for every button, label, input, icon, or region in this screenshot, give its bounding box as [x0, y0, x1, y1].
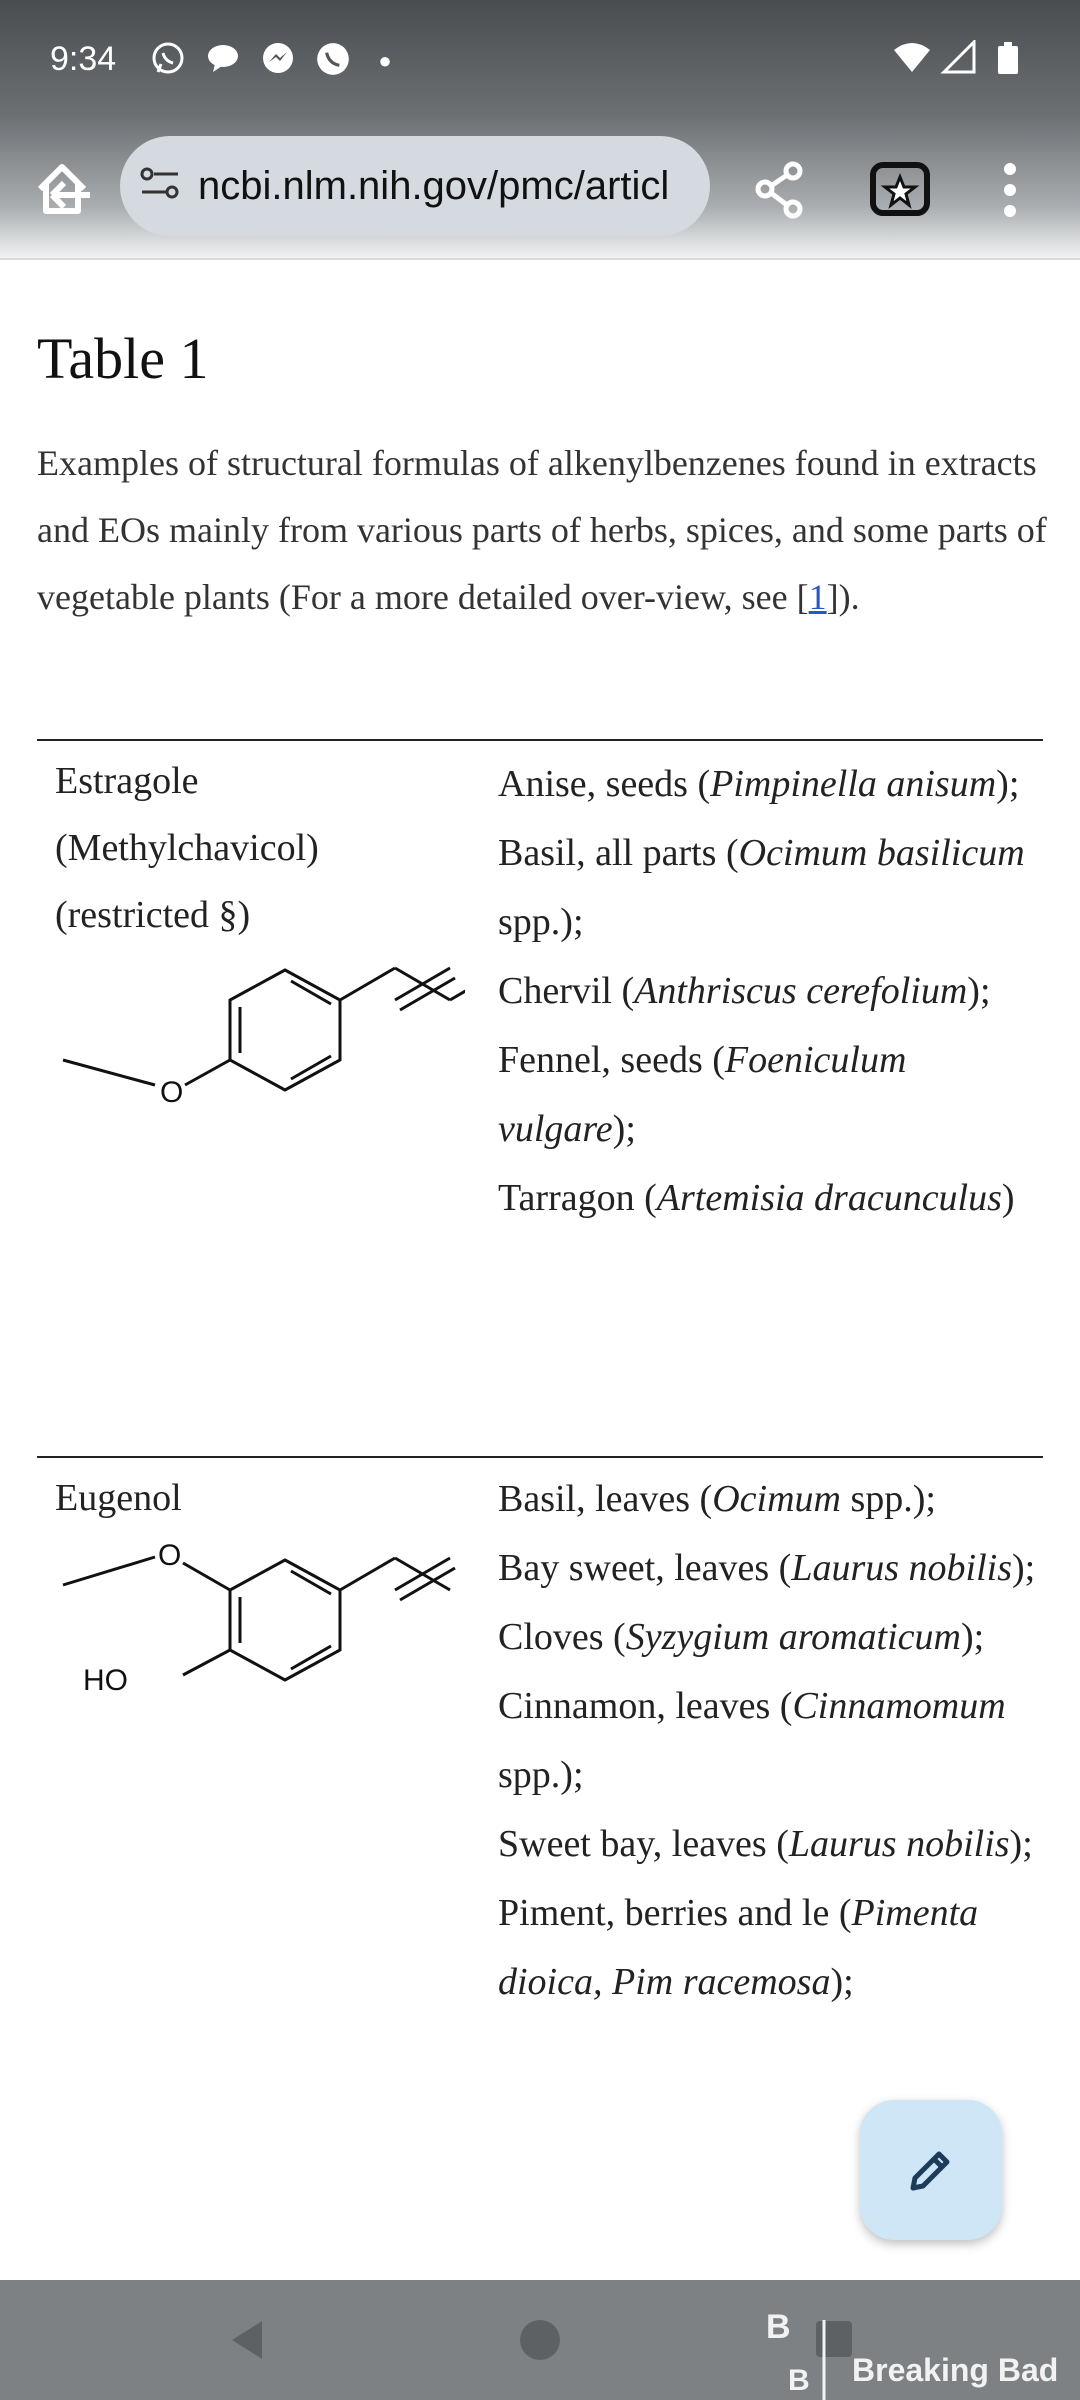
share-icon[interactable]: [745, 155, 815, 225]
whatsapp-icon: [148, 40, 188, 84]
source-item: Sweet bay, leaves (Laurus nobilis);: [498, 1823, 1033, 1865]
status-bar: [0, 0, 1080, 120]
allyl-double-bond: [330, 955, 460, 1015]
allyl-double-bond: [330, 1545, 460, 1605]
source-item: Anise, seeds (Pimpinella anisum);: [498, 763, 1020, 805]
address-bar[interactable]: [120, 136, 710, 236]
caption-end: ]).: [826, 577, 860, 617]
home-icon[interactable]: [30, 155, 100, 225]
signal-icon: [944, 42, 974, 72]
edit-fab-button[interactable]: [860, 2100, 1002, 2240]
bookmark-star-icon[interactable]: [865, 155, 935, 225]
source-item: Cloves (Syzygium aromaticum);: [498, 1616, 985, 1658]
sources-estragole: [498, 750, 1038, 1233]
reference-link[interactable]: 1: [808, 577, 827, 617]
nav-home-button[interactable]: [515, 2315, 565, 2370]
source-item: Piment, berries and le (Pimenta dioica, Pim racemosa);: [498, 1892, 979, 2003]
compound-name-eugenol: [55, 1465, 182, 1532]
oxygen-label: O: [160, 1076, 184, 1109]
caption-text: Examples of structural formulas of alkenylbenzenes found in extracts and EOs mainly from various parts of herbs, spices, and some parts of vegetable plants (For a more detailed over-view, see [: [37, 443, 1047, 617]
row-divider: [37, 1456, 1043, 1458]
source-item: Fennel, seeds (Foeniculum vulgare);: [498, 1039, 907, 1150]
table-title: Table 1: [37, 326, 209, 391]
watermark: [760, 2290, 1080, 2400]
compound-name-line: Eugenol: [55, 1477, 182, 1519]
oxygen-label: O: [158, 1539, 182, 1572]
compound-name-estragole: [55, 748, 319, 949]
svg-text:B: B: [766, 2308, 791, 2346]
wifi-icon: [894, 43, 930, 72]
breaking-bad-logo: [760, 2290, 830, 2400]
nav-back-button[interactable]: [222, 2315, 272, 2370]
table-top-rule: [37, 739, 1043, 741]
whatsapp-icon: [313, 40, 353, 86]
site-settings-icon[interactable]: [138, 164, 184, 209]
status-time: 9:34: [50, 40, 117, 78]
sources-eugenol: [498, 1465, 1038, 2017]
battery-icon: [998, 46, 1018, 74]
source-item: Bay sweet, leaves (Laurus nobilis);: [498, 1547, 1036, 1589]
system-indicators: [892, 40, 1042, 85]
source-item: Basil, leaves (Ocimum spp.);: [498, 1478, 936, 1520]
messenger-icon: [258, 40, 298, 84]
edit-pencil-icon: [903, 2142, 959, 2198]
compound-name-line: (restricted §): [55, 894, 251, 936]
svg-text:B: B: [788, 2364, 810, 2397]
compound-name-line: (Methylchavicol): [55, 827, 319, 869]
browser-top-bar: [0, 0, 1080, 260]
hydroxyl-label: HO: [83, 1664, 128, 1697]
chat-bubble-icon: [203, 40, 243, 84]
source-item: Basil, all parts (Ocimum basilicum spp.);: [498, 832, 1025, 943]
source-item: Tarragon (Artemisia dracunculus): [498, 1177, 1015, 1219]
watermark-text: Breaking Bad: [852, 2352, 1059, 2388]
more-notifications-dot: ●: [378, 48, 392, 73]
source-item: Chervil (Anthriscus cerefolium);: [498, 970, 991, 1012]
url-text: ncbi.nlm.nih.gov/pmc/articl: [198, 163, 670, 208]
source-item: Cinnamon, leaves (Cinnamomum spp.);: [498, 1685, 1006, 1796]
table-caption: [37, 430, 1047, 631]
compound-name-line: Estragole: [55, 760, 199, 802]
more-vert-icon[interactable]: [985, 155, 1055, 225]
